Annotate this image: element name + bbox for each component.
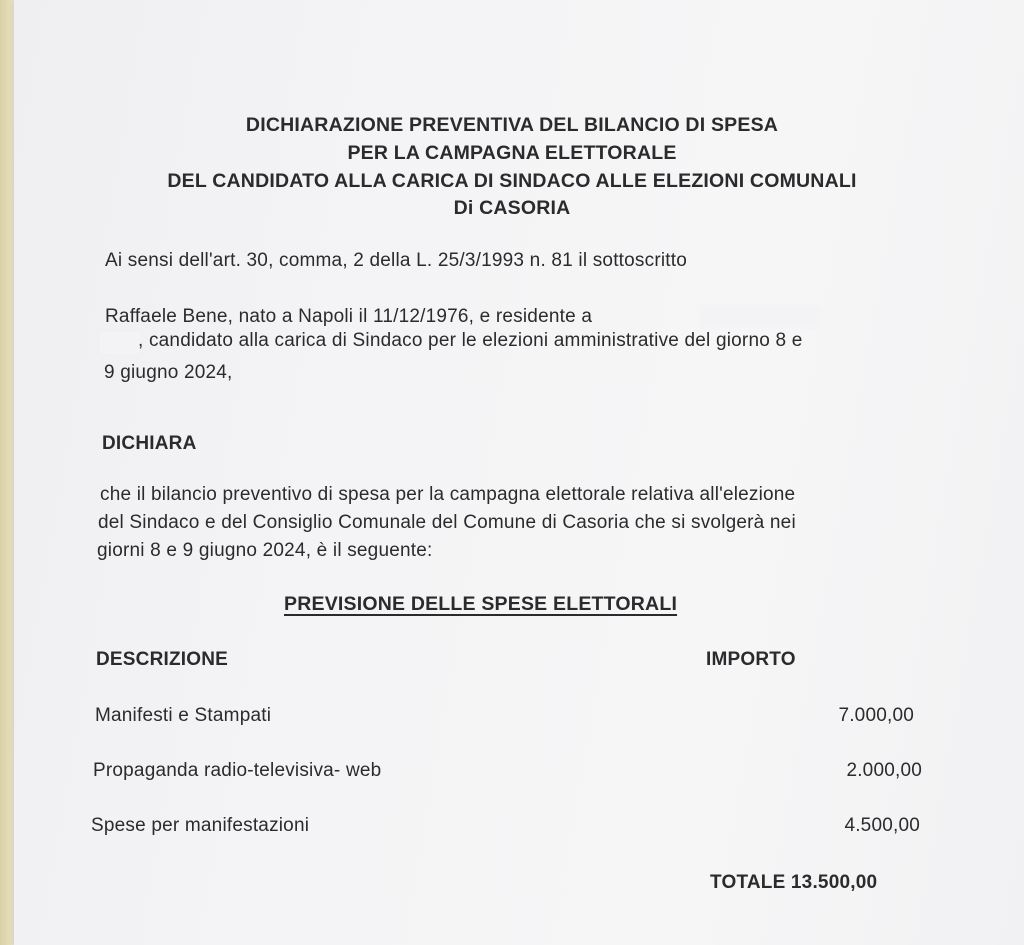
candidate-line-1: Raffaele Bene, nato a Napoli il 11/12/1976, e residente a [105,306,593,327]
title-line-4: Di CASORIA [453,197,571,219]
intro-text: Ai sensi dell'art. 30, comma, 2 della L. 25/3/1993 n. 81 il sottoscritto [105,250,687,271]
title-line-2: PER LA CAMPAGNA ELETTORALE [347,142,677,164]
declaration-line-1: che il bilancio preventivo di spesa per la campagna elettorale relativa all'elezione [100,484,796,505]
row-description: Manifesti e Stampati [95,705,272,726]
title-line-1: DICHIARAZIONE PREVENTIVA DEL BILANCIO DI SPESA [245,114,779,136]
declaration-heading: DICHIARA [102,433,197,454]
row-amount: 4.500,00 [844,815,920,836]
candidate-line-3: 9 giugno 2024, [104,362,233,383]
declaration-line-2: del Sindaco e del Consiglio Comunale del Comune di Casoria che si svolgerà nei [98,512,796,533]
row-description: Propaganda radio-televisiva- web [93,760,382,781]
row-amount: 2.000,00 [846,760,922,781]
total-amount: TOTALE 13.500,00 [710,872,878,893]
title-line-3: DEL CANDIDATO ALLA CARICA DI SINDACO ALLE ELEZIONI COMUNALI [167,170,857,192]
redacted-area [700,306,820,328]
candidate-line-2: , candidato alla carica di Sindaco per le elezioni amministrative del giorno 8 e [138,330,803,351]
redacted-area-2 [100,332,140,354]
row-amount: 7.000,00 [838,705,914,726]
row-description: Spese per manifestazioni [91,815,310,836]
column-header-description: DESCRIZIONE [96,649,229,670]
column-header-amount: IMPORTO [706,649,796,670]
section-title: PREVISIONE DELLE SPESE ELETTORALI [284,593,678,615]
declaration-line-3: giorni 8 e 9 giugno 2024, è il seguente: [97,540,433,561]
